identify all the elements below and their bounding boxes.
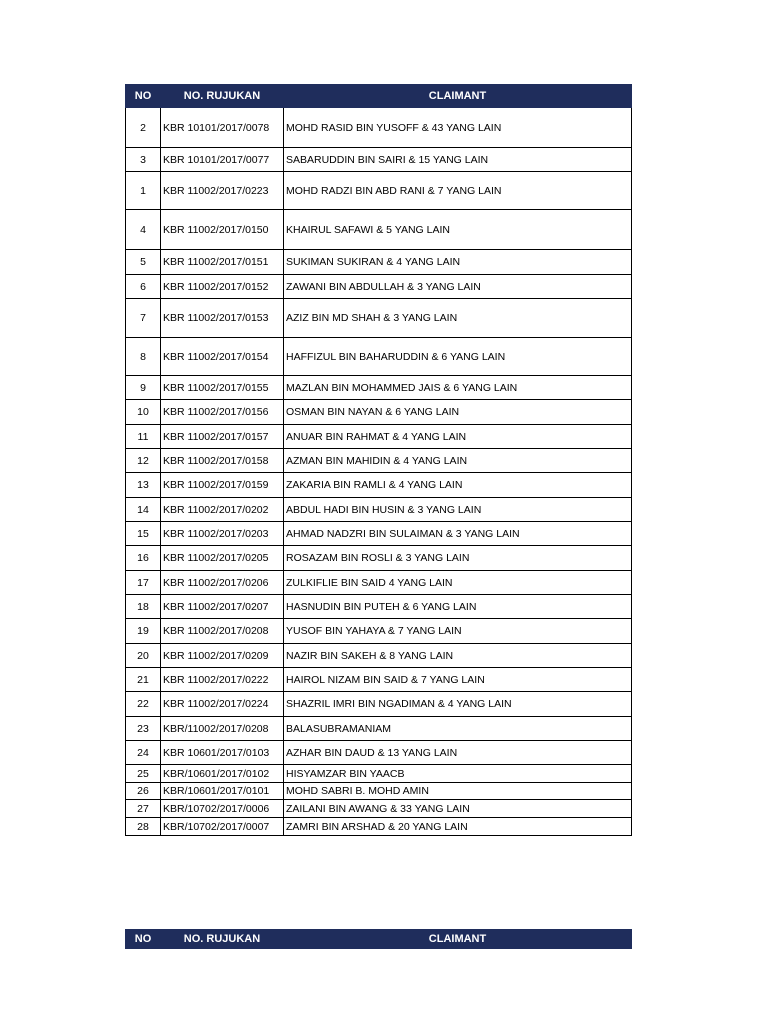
row-no: 25 [126,765,161,783]
header-ref: NO. RUJUKAN [161,85,284,108]
row-no: 12 [126,449,161,473]
row-reference: KBR 11002/2017/0209 [161,644,284,668]
table-row [126,498,632,522]
row-reference: KBR 10101/2017/0077 [161,148,284,172]
header-no: NO [126,85,161,108]
row-claimant: SABARUDDIN BIN SAIRI & 15 YANG LAIN [284,148,632,172]
row-claimant: OSMAN BIN NAYAN & 6 YANG LAIN [284,400,632,425]
row-claimant: NAZIR BIN SAKEH & 8 YANG LAIN [284,644,632,668]
row-no: 6 [126,275,161,299]
table-row [126,765,632,783]
table-row [126,692,632,717]
header-claimant: CLAIMANT [284,930,632,949]
row-reference: KBR 11002/2017/0158 [161,449,284,473]
row-claimant: MOHD RASID BIN YUSOFF & 43 YANG LAIN [284,108,632,148]
row-no: 1 [126,172,161,210]
row-no: 10 [126,400,161,425]
row-no: 26 [126,783,161,800]
table-row [126,400,632,425]
row-claimant: KHAIRUL SAFAWI & 5 YANG LAIN [284,210,632,250]
table-row [126,818,632,836]
table-row [126,148,632,172]
table-row [126,376,632,400]
row-reference: KBR 11002/2017/0157 [161,425,284,449]
table-row [126,546,632,571]
row-claimant: MOHD SABRI B. MOHD AMIN [284,783,632,800]
row-no: 24 [126,741,161,765]
table-row [126,619,632,644]
table-row [126,473,632,498]
row-claimant: ABDUL HADI BIN HUSIN & 3 YANG LAIN [284,498,632,522]
table-row [126,717,632,741]
row-no: 28 [126,818,161,836]
claims-table-next-page [125,929,632,949]
row-claimant: SHAZRIL IMRI BIN NGADIMAN & 4 YANG LAIN [284,692,632,717]
row-claimant: ROSAZAM BIN ROSLI & 3 YANG LAIN [284,546,632,571]
row-no: 14 [126,498,161,522]
row-no: 15 [126,522,161,546]
row-reference: KBR 11002/2017/0154 [161,338,284,376]
row-reference: KBR 11002/2017/0205 [161,546,284,571]
row-reference: KBR 11002/2017/0206 [161,571,284,595]
row-no: 17 [126,571,161,595]
table-row [126,299,632,338]
row-reference: KBR 11002/2017/0223 [161,172,284,210]
table-row [126,210,632,250]
row-reference: KBR 11002/2017/0155 [161,376,284,400]
row-reference: KBR 11002/2017/0222 [161,668,284,692]
row-no: 16 [126,546,161,571]
row-claimant: ZULKIFLIE BIN SAID 4 YANG LAIN [284,571,632,595]
row-claimant: HAFFIZUL BIN BAHARUDDIN & 6 YANG LAIN [284,338,632,376]
row-no: 20 [126,644,161,668]
row-no: 7 [126,299,161,338]
row-reference: KBR 11002/2017/0151 [161,250,284,275]
row-reference: KBR 11002/2017/0224 [161,692,284,717]
header-row [126,930,632,949]
row-no: 2 [126,108,161,148]
row-no: 4 [126,210,161,250]
header-claimant: CLAIMANT [284,85,632,108]
row-no: 5 [126,250,161,275]
table-row [126,172,632,210]
row-reference: KBR 11002/2017/0202 [161,498,284,522]
row-claimant: AHMAD NADZRI BIN SULAIMAN & 3 YANG LAIN [284,522,632,546]
table-row [126,449,632,473]
table-row [126,571,632,595]
row-claimant: MOHD RADZI BIN ABD RANI & 7 YANG LAIN [284,172,632,210]
row-no: 27 [126,800,161,818]
table-row [126,522,632,546]
row-claimant: AZIZ BIN MD SHAH & 3 YANG LAIN [284,299,632,338]
row-reference: KBR/10601/2017/0102 [161,765,284,783]
row-reference: KBR/10702/2017/0007 [161,818,284,836]
row-reference: KBR/10601/2017/0101 [161,783,284,800]
row-no: 23 [126,717,161,741]
row-no: 19 [126,619,161,644]
row-claimant: YUSOF BIN YAHAYA & 7 YANG LAIN [284,619,632,644]
row-claimant: HISYAMZAR BIN YAACB [284,765,632,783]
row-claimant: SUKIMAN SUKIRAN & 4 YANG LAIN [284,250,632,275]
table-row [126,668,632,692]
row-claimant: ZAKARIA BIN RAMLI & 4 YANG LAIN [284,473,632,498]
row-claimant: ZAWANI BIN ABDULLAH & 3 YANG LAIN [284,275,632,299]
row-no: 8 [126,338,161,376]
table-row [126,741,632,765]
row-no: 13 [126,473,161,498]
table-row [126,275,632,299]
header-no: NO [126,930,161,949]
table-row [126,783,632,800]
row-reference: KBR/11002/2017/0208 [161,717,284,741]
table-row [126,250,632,275]
row-reference: KBR 11002/2017/0150 [161,210,284,250]
row-reference: KBR 11002/2017/0152 [161,275,284,299]
row-claimant: HASNUDIN BIN PUTEH & 6 YANG LAIN [284,595,632,619]
table-row [126,595,632,619]
row-reference: KBR 11002/2017/0208 [161,619,284,644]
row-reference: KBR 11002/2017/0203 [161,522,284,546]
row-claimant: MAZLAN BIN MOHAMMED JAIS & 6 YANG LAIN [284,376,632,400]
row-claimant: HAIROL NIZAM BIN SAID & 7 YANG LAIN [284,668,632,692]
row-reference: KBR 11002/2017/0156 [161,400,284,425]
row-no: 9 [126,376,161,400]
row-claimant: BALASUBRAMANIAM [284,717,632,741]
row-claimant: AZMAN BIN MAHIDIN & 4 YANG LAIN [284,449,632,473]
table-row [126,108,632,148]
row-no: 18 [126,595,161,619]
row-claimant: ZAILANI BIN AWANG & 33 YANG LAIN [284,800,632,818]
header-ref: NO. RUJUKAN [161,930,284,949]
row-claimant: ZAMRI BIN ARSHAD & 20 YANG LAIN [284,818,632,836]
claims-table [125,84,632,836]
row-no: 3 [126,148,161,172]
table-row [126,644,632,668]
table-row [126,425,632,449]
row-reference: KBR 11002/2017/0153 [161,299,284,338]
row-claimant: ANUAR BIN RAHMAT & 4 YANG LAIN [284,425,632,449]
header-row [126,85,632,108]
row-reference: KBR 11002/2017/0207 [161,595,284,619]
row-no: 22 [126,692,161,717]
row-no: 21 [126,668,161,692]
row-reference: KBR 10601/2017/0103 [161,741,284,765]
row-reference: KBR 11002/2017/0159 [161,473,284,498]
table-row [126,800,632,818]
row-reference: KBR 10101/2017/0078 [161,108,284,148]
row-reference: KBR/10702/2017/0006 [161,800,284,818]
row-no: 11 [126,425,161,449]
row-claimant: AZHAR BIN DAUD & 13 YANG LAIN [284,741,632,765]
table-row [126,338,632,376]
